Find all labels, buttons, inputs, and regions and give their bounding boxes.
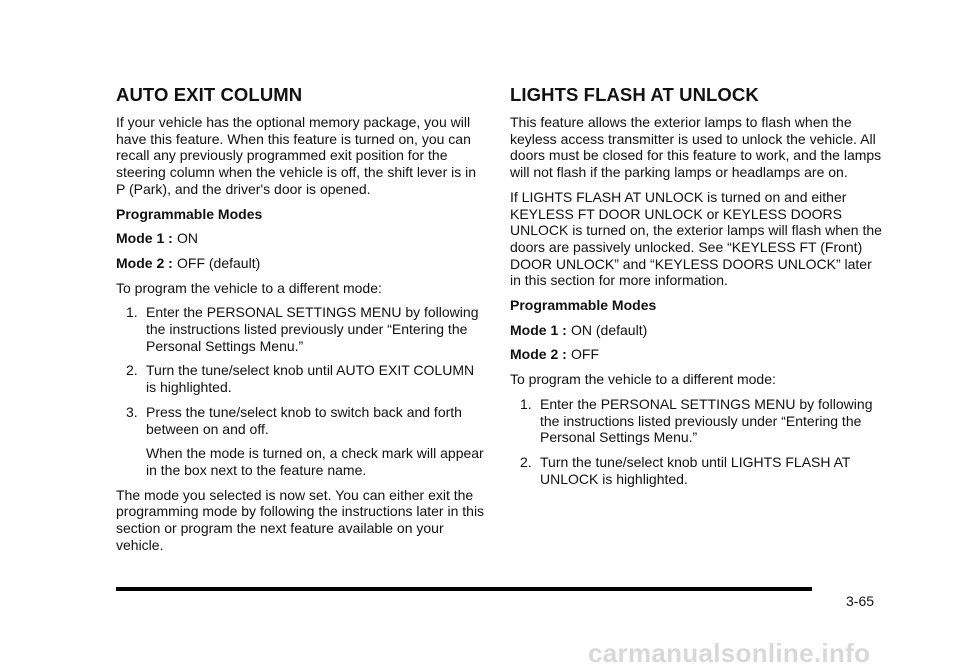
section-heading-auto-exit-column: AUTO EXIT COLUMN (116, 84, 303, 105)
list-item (116, 304, 488, 354)
watermark: carmanualsonline.info (588, 638, 871, 668)
list-item (510, 454, 882, 487)
step-text: Turn the tune/select knob until LIGHTS FLASH AT UNLOCK is highlighted. (540, 453, 851, 487)
list-item (116, 362, 488, 395)
mode-label: Mode 2 : (116, 254, 173, 271)
mode-value: OFF (571, 346, 599, 363)
step-text: Enter the PERSONAL SETTINGS MENU by following the instructions listed previously under “Entering the Personal Settings Menu.” (146, 304, 479, 354)
mode-label: Mode 2 : (510, 346, 567, 363)
programmable-modes-heading: Programmable Modes (510, 297, 657, 314)
mode-value: OFF (default) (177, 254, 261, 271)
mode-row (116, 230, 488, 247)
lights-flash-detail: If LIGHTS FLASH AT UNLOCK is turned on and either KEYLESS FT DOOR UNLOCK or KEYLESS DOORS UNLOCK is turned on, the exterior lamps will flash when the doors are passively unlocked. See “KEYLESS FT (Front) DOOR UNLOCK” and “KEYLESS DOORS UNLOCK” later in this section for more information. (510, 188, 882, 289)
program-intro: To program the vehicle to a different mode: (510, 371, 776, 388)
left-column (116, 84, 488, 561)
step-number: 1. (126, 304, 138, 321)
programmable-modes-heading: Programmable Modes (116, 205, 263, 222)
mode-row (116, 255, 488, 272)
step-note: When the mode is turned on, a check mark will appear in the box next to the feature name. (146, 445, 484, 478)
steps-list (510, 396, 882, 488)
list-item (116, 404, 488, 437)
lights-flash-intro: This feature allows the exterior lamps to flash when the keyless access transmitter is used to unlock the vehicle. All doors must be closed for this feature to work, and the lamps will not flash if the parking lamps or headlamps are on. (510, 114, 882, 181)
step-number: 1. (520, 395, 532, 412)
mode-row (510, 346, 882, 363)
right-column (510, 84, 882, 495)
step-text: Enter the PERSONAL SETTINGS MENU by following the instructions listed previously under “Entering the Personal Settings Menu.” (540, 395, 873, 446)
mode-label: Mode 1 : (116, 230, 173, 247)
step-number: 3. (126, 403, 138, 420)
auto-exit-intro: If your vehicle has the optional memory package, you will have this feature. When this feature is turned on, you can recall any previously programmed exit position for the steering column when the vehicle is off, the shift lever is in P (Park), and the driver's door is opened. (116, 114, 477, 197)
step-number: 2. (520, 453, 532, 470)
page-number: 3-65 (846, 593, 875, 609)
closing-paragraph: The mode you selected is now set. You can either exit the programming mode by following the instructions later in this section or program the next feature available on your vehicle. (116, 486, 485, 553)
mode-label: Mode 1 : (510, 321, 567, 338)
footer-rule (116, 587, 812, 591)
section-heading-lights-flash: LIGHTS FLASH AT UNLOCK (510, 84, 759, 105)
step-text: Turn the tune/select knob until AUTO EXIT COLUMN is highlighted. (146, 362, 475, 396)
mode-value: ON (default) (571, 321, 648, 338)
steps-list (116, 304, 488, 437)
list-item (510, 396, 882, 446)
step-number: 2. (126, 362, 138, 379)
mode-row (510, 322, 882, 339)
mode-value: ON (177, 230, 198, 247)
step-text: Press the tune/select knob to switch back and forth between on and off. (146, 403, 462, 437)
program-intro: To program the vehicle to a different mode: (116, 279, 382, 296)
